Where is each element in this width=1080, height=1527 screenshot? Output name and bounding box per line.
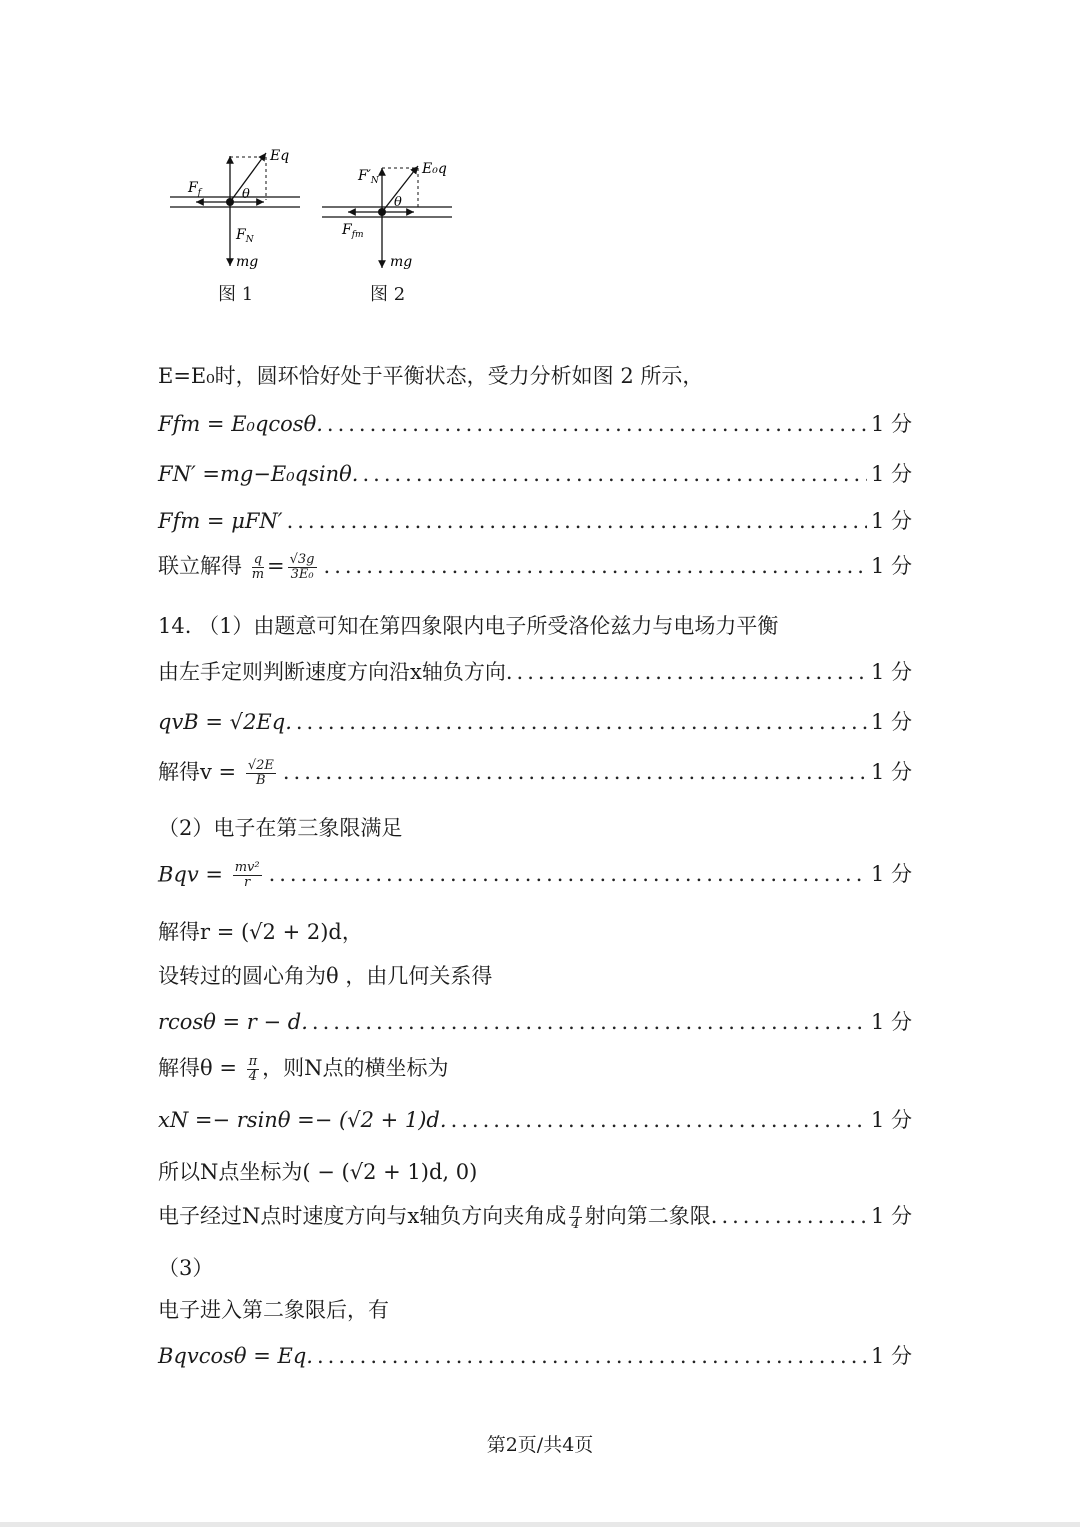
fig2-fn-prime-label: $F'_N$ bbox=[358, 168, 379, 186]
text-line: 解得r = (√2 + 2)d， bbox=[158, 920, 363, 944]
text-line: 电子进入第二象限后，有 bbox=[158, 1298, 389, 1322]
text-line: （2）电子在第三象限满足 bbox=[158, 816, 403, 840]
scored-line: Bqvcosθ = Eq. ..... 1 分 bbox=[158, 1340, 912, 1370]
fig1-theta-label: θ bbox=[242, 187, 250, 202]
bottom-strip bbox=[0, 1522, 1080, 1527]
scored-line: xN =− rsinθ =− (√2 + 1)d. ..... 1 分 bbox=[158, 1104, 912, 1134]
fig2-e0q-label: E₀q bbox=[422, 161, 447, 177]
fig2-theta-label: θ bbox=[394, 195, 402, 210]
scored-line: FN′ =mg−E₀qsinθ. ..... 1 分 bbox=[158, 458, 912, 488]
figure-1 bbox=[170, 148, 300, 270]
scored-line: Bqv = $\frac{\text{mv²}}{r}$ ..... 1 分 bbox=[158, 858, 912, 890]
scored-line: 电子经过N点时速度方向与x轴负方向夹角成 $\frac{\pi}{4}$ 射向第二象限. ..... 1 分 bbox=[158, 1200, 912, 1232]
fig1-ff-label: $F_f$ bbox=[188, 180, 202, 198]
scored-line: 联立解得 $\frac{q}{m}$ = $\frac{√3g}{\text{3E₀}}$ ..... 1 分 bbox=[158, 550, 912, 582]
scored-line: Ffm = E₀qcosθ. ..... 1 分 bbox=[158, 408, 912, 438]
text-line: E=E₀时，圆环恰好处于平衡状态，受力分析如图 2 所示， bbox=[158, 364, 704, 388]
scored-line: qvB = √2Eq. ..... 1 分 bbox=[158, 706, 912, 736]
text-line: （3） bbox=[158, 1256, 214, 1280]
question-14-heading: 14. （1）由题意可知在第四象限内电子所受洛伦兹力与电场力平衡 bbox=[158, 614, 779, 638]
fig1-fn-label: $F_N$ bbox=[236, 227, 254, 245]
force-diagrams bbox=[160, 140, 480, 310]
scored-line: Ffm = μFN′ ..... 1 分 bbox=[158, 505, 912, 535]
figure-2 bbox=[322, 161, 452, 270]
text-line: 解得θ = $\frac{\pi}{4}$ ，则N点的横坐标为 bbox=[158, 1053, 449, 1084]
fig2-ffm-label: $F_{fm}$ bbox=[342, 222, 364, 240]
scored-line: 解得v = $\frac{√2E}{B}$ ..... 1 分 bbox=[158, 756, 912, 788]
page-footer: 第2页/共4页 bbox=[486, 1434, 594, 1456]
scored-line: rcosθ = r − d. ..... 1 分 bbox=[158, 1006, 912, 1036]
figure-1-caption: 图 1 bbox=[218, 284, 254, 305]
fig1-mg-label: mg bbox=[236, 254, 259, 270]
figure-2-caption: 图 2 bbox=[370, 284, 406, 305]
fig2-mg-label: mg bbox=[390, 254, 413, 270]
scored-line: 由左手定则判断速度方向沿x轴负方向. ..... 1 分 bbox=[158, 656, 912, 686]
fig1-eq-label: Eq bbox=[270, 148, 290, 164]
text-line: 设转过的圆心角为θ ，由几何关系得 bbox=[158, 964, 493, 988]
text-line: 所以N点坐标为( − (√2 + 1)d, 0) bbox=[158, 1160, 478, 1184]
